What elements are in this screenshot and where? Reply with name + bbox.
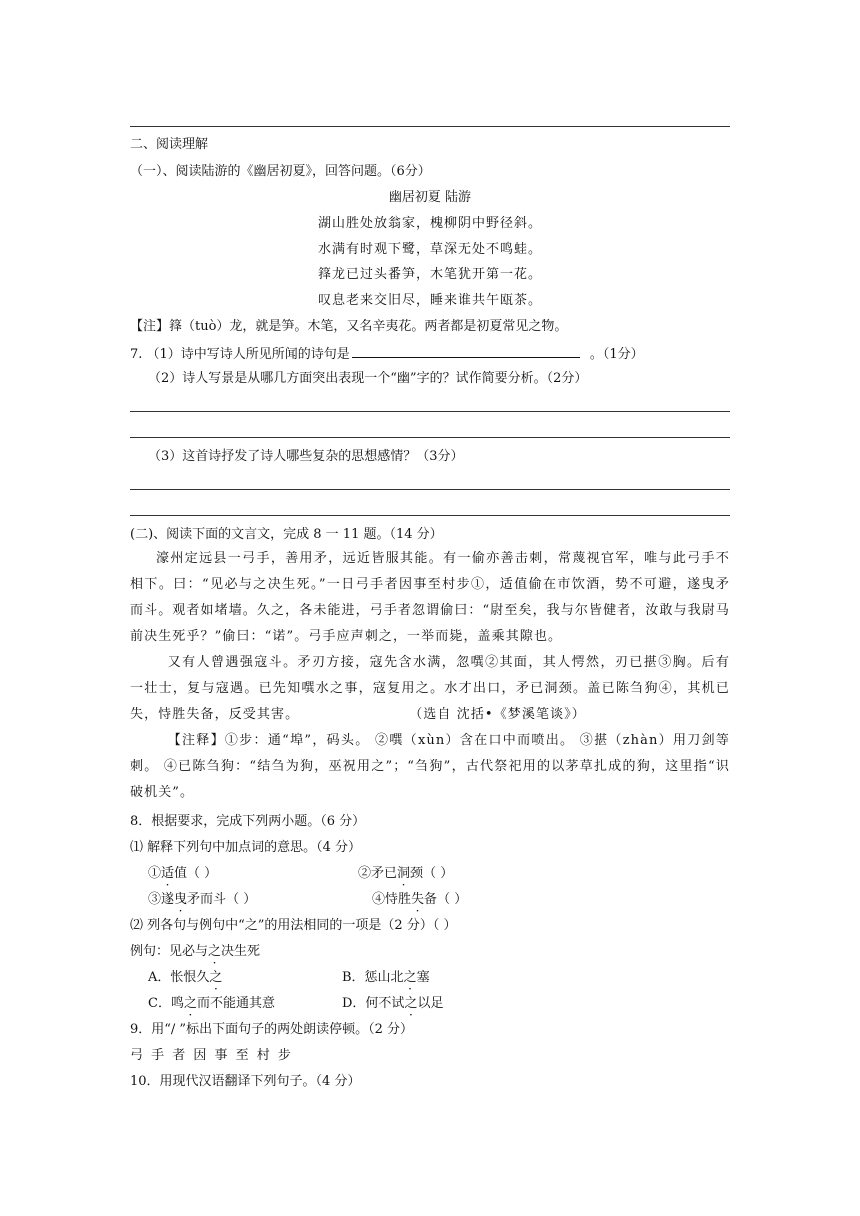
top-rule (130, 126, 730, 127)
poem-line-3: 箨龙已过头番笋，木笔犹开第一花。 (317, 267, 542, 282)
q8-sub2: ⑵ 列各句与例句中“之”的用法相同的一项是（2 分）（ ） (130, 918, 457, 933)
text-fragment: ② (358, 866, 372, 881)
q10-heading: 10．用现代汉语翻译下列句子。（4 分） (130, 1074, 361, 1089)
classical-paragraph-2-text: 又有人曾遇强寇斗。矛刃方接，寇先含水满，忽噀②其面，其人愕然，刃已揕③胸。后有一壮士，复与寇遇。已先知噀水之事，寇复用之。水才出口，矛已洞颈。盖已陈刍狗④，其机已失，恃胜失备，反受其害。 (130, 655, 730, 722)
text-fragment: A．怅恨久 (148, 970, 210, 985)
text-fragment: ① (148, 866, 162, 881)
classical-paragraph-1: 濠州定远县一弓手，善用矛，远近皆服其能。有一偷亦善击刺，常蔑视官军，唯与此弓手不相下。曰：“见必与之决生死。”一日弓手者因事至村步①，适值偷在市饮酒，势不可避，遂曳矛而斗。观者如堵墙。久之，各未能进，弓手者忽谓偷曰：“尉至矣，我与尔皆健者，汝敢与我尉马前决生死乎？”偷曰：“诺”。弓手应声刺之，一举而毙，盖乘其隙也。 (130, 551, 730, 644)
q9-sentence: 弓 手 者 因 事 至 村 步 (130, 1048, 293, 1063)
option-a[interactable] (148, 969, 222, 987)
text-fragment: 恃胜 (385, 892, 412, 907)
text-fragment: （ ） (437, 892, 468, 907)
text-fragment: C．鸣 (148, 996, 184, 1011)
text-fragment: 备 (424, 892, 438, 907)
section-title: 二、阅读理解 (130, 137, 209, 152)
option-c[interactable] (148, 995, 275, 1013)
text-fragment: 以足 (417, 996, 444, 1011)
text-fragment: 矛而斗 (187, 892, 227, 907)
text-fragment: （ ） (226, 892, 257, 907)
q8-sub1: ⑴ 解释下列句中加点词的意思。（4 分） (130, 840, 362, 855)
text-fragment: （ ） (423, 866, 454, 881)
text-fragment: 矛已 (371, 866, 398, 881)
dotted-char: 失 (411, 892, 425, 907)
q8-item-4 (372, 891, 467, 909)
dotted-char: 之 (404, 996, 418, 1011)
poem-line-4: 叹息老来交旧尽，睡来谁共午瓯茶。 (317, 293, 542, 308)
poem-line-1: 湖山胜处放翁家，槐柳阴中野径斜。 (317, 216, 542, 231)
dotted-char: 之 (208, 944, 222, 959)
answer-line-3[interactable] (130, 489, 730, 490)
source-citation: （选自 沈括•《梦溪笔谈》） (409, 707, 586, 722)
part2-heading: (二)、阅读下面的文言文，完成 8 一 11 题。（14 分） (130, 527, 443, 542)
answer-line-1[interactable] (130, 411, 730, 412)
text-fragment: 例句：见必与 (130, 944, 209, 959)
dotted-char: 适 (161, 866, 175, 881)
text-fragment: ④ (372, 892, 386, 907)
q7-part1-prefix: 7. （1）诗中写诗人所见所闻的诗句是 (130, 347, 350, 362)
q8-item-3 (148, 891, 256, 909)
text-fragment: 决生死 (221, 944, 261, 959)
classical-text (130, 546, 730, 806)
dotted-char: 曳 (174, 892, 188, 907)
dotted-char: 洞 (397, 866, 411, 881)
q7-part2: （2）诗人写景是从哪几方面突出表现一个“幽”字的？试作简要分析。（2分） (148, 371, 588, 386)
classical-paragraph-2 (130, 650, 730, 728)
poem-note: 【注】箨（tuò）龙，就是笋。木笔，又名辛夷花。两者都是初夏常见之物。 (130, 319, 568, 334)
text-fragment: 塞 (416, 970, 430, 985)
poem-line-2: 水满有时观下鹭，草深无处不鸣蛙。 (317, 242, 542, 257)
text-fragment: B．惩山北 (342, 970, 404, 985)
text-fragment: 遂 (161, 892, 175, 907)
part1-heading: （一）、阅读陆游的《幽居初夏》，回答问题。（6分） (130, 164, 431, 179)
q7-part3: （3）这首诗抒发了诗人哪些复杂的思想感情？（3分） (148, 449, 464, 464)
dotted-char: 之 (183, 996, 197, 1011)
q8-item-1 (148, 865, 217, 883)
text-fragment: （ ） (187, 866, 218, 881)
dotted-char: 之 (209, 970, 223, 985)
q8-item-2 (358, 865, 453, 883)
q8-example (130, 943, 260, 961)
text-fragment: 颈 (410, 866, 424, 881)
text-fragment: D．何不试 (342, 996, 405, 1011)
dotted-char: 之 (403, 970, 417, 985)
q8-heading: 8．根据要求，完成下列两小题。（6 分） (130, 814, 366, 829)
text-fragment: 而不能通其意 (196, 996, 275, 1011)
poem-title: 幽居初夏 陆游 (388, 190, 472, 205)
annotation-paragraph: 【注释】①步：通“埠”，码头。 ②噀（xùn）含在口中而喷出。 ③揕（zhàn）用刀剑等刺。 ④已陈刍狗：“结刍为狗，巫祝用之”；“刍狗”，古代祭祀用的以茅草扎成的狗，这里指“识破机关”。 (130, 733, 730, 800)
q7-part1 (130, 344, 644, 364)
answer-blank[interactable] (352, 344, 580, 358)
text-fragment: ③ (148, 892, 162, 907)
option-d[interactable] (342, 995, 443, 1013)
answer-line-2[interactable] (130, 437, 730, 438)
option-b[interactable] (342, 969, 430, 987)
q7-part1-suffix: 。（1分） (589, 347, 644, 362)
q9-heading: 9．用“/ ”标出下面句子的两处朗读停顿。（2 分） (130, 1022, 413, 1037)
text-fragment: 值 (174, 866, 188, 881)
answer-line-4[interactable] (130, 515, 730, 516)
